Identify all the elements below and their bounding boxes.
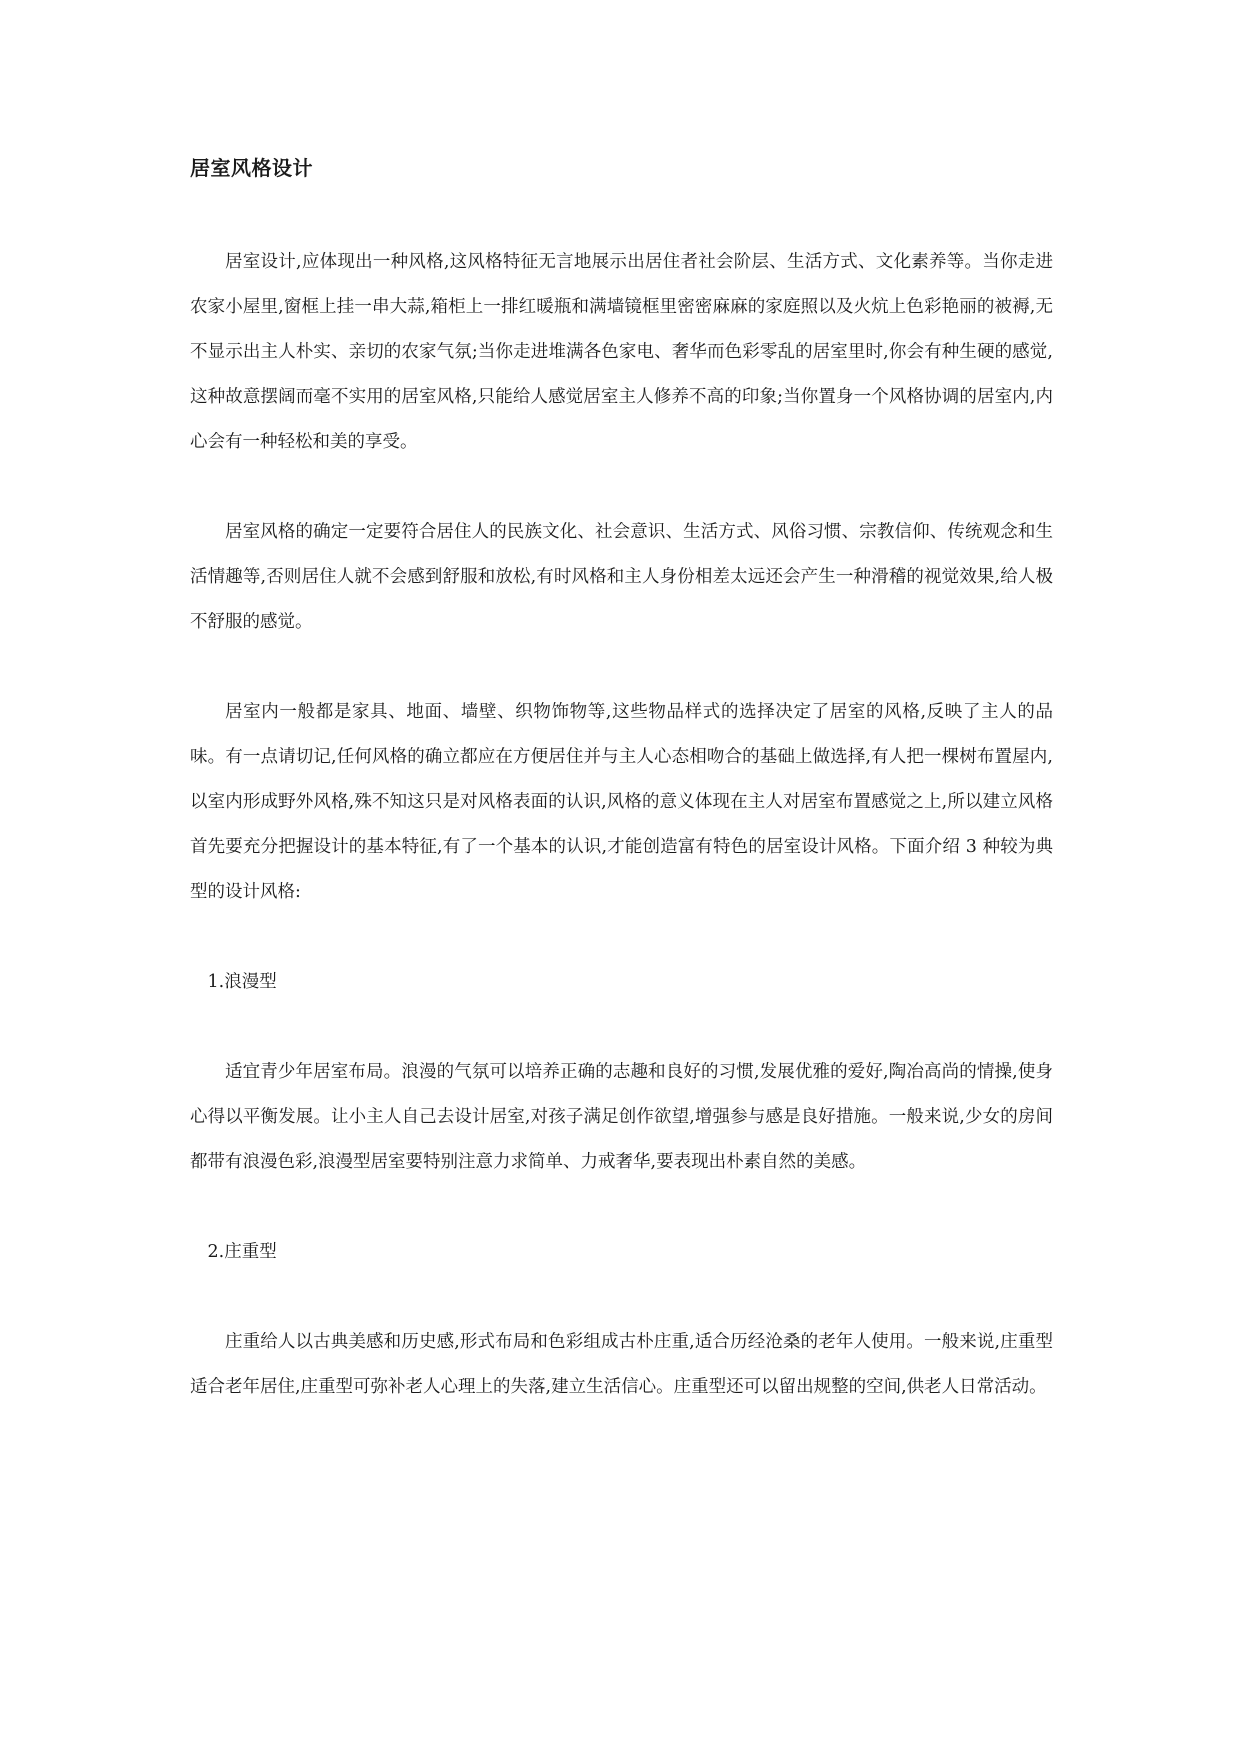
spacer (190, 1275, 1053, 1320)
spacer (190, 915, 1053, 960)
section-heading-romantic: 1.浪漫型 (207, 972, 277, 992)
spacer (190, 465, 1053, 510)
section-text-solemn: 庄重给人以古典美感和历史感,形式布局和色彩组成古朴庄重,适合历经沧桑的老年人使用。一般来说,庄重型适合老年居住,庄重型可弥补老人心理上的失落,建立生活信心。庄重型还可以留出规整的空间,供老人日常活动。 (190, 1332, 1053, 1397)
spacer (190, 1005, 1053, 1050)
spacer (190, 186, 1053, 240)
intro-paragraph-3: 居室内一般都是家具、地面、墙壁、织物饰物等,这些物品样式的选择决定了居室的风格,反映了主人的品味。有一点请切记,任何风格的确立都应在方便居住并与主人心态相吻合的基础上做选择,有人把一棵树布置屋内,以室内形成野外风格,殊不知这只是对风格表面的认识,风格的意义体现在主人对居室布置感觉之上,所以建立风格首先要充分把握设计的基本特征,有了一个基本的认识,才能创造富有特色的居室设计风格。下面介绍 3 种较为典型的设计风格: (190, 702, 1053, 902)
document-body (190, 150, 1053, 1410)
intro-paragraph-1: 居室设计,应体现出一种风格,这风格特征无言地展示出居住者社会阶层、生活方式、文化素养等。当你走进农家小屋里,窗框上挂一串大蒜,箱柜上一排红暖瓶和满墙镜框里密密麻麻的家庭照以及火炕上色彩艳丽的被褥,无不显示出主人朴实、亲切的农家气氛;当你走进堆满各色家电、奢华而色彩零乱的居室里时,你会有种生硬的感觉,这种故意摆阔而毫不实用的居室风格,只能给人感觉居室主人修养不高的印象;当你置身一个风格协调的居室内,内心会有一种轻松和美的享受。 (190, 252, 1053, 452)
spacer (190, 645, 1053, 690)
document-title: 居室风格设计 (190, 156, 313, 180)
intro-paragraph-2: 居室风格的确定一定要符合居住人的民族文化、社会意识、生活方式、风俗习惯、宗教信仰、传统观念和生活情趣等,否则居住人就不会感到舒服和放松,有时风格和主人身份相差太远还会产生一种滑稽的视觉效果,给人极不舒服的感觉。 (190, 522, 1053, 632)
section-text-romantic: 适宜青少年居室布局。浪漫的气氛可以培养正确的志趣和良好的习惯,发展优雅的爱好,陶冶高尚的情操,使身心得以平衡发展。让小主人自己去设计居室,对孩子满足创作欲望,增强参与感是良好措施。一般来说,少女的房间都带有浪漫色彩,浪漫型居室要特别注意力求简单、力戒奢华,要表现出朴素自然的美感。 (190, 1062, 1053, 1172)
spacer (190, 1185, 1053, 1230)
section-heading-solemn: 2.庄重型 (207, 1242, 277, 1262)
